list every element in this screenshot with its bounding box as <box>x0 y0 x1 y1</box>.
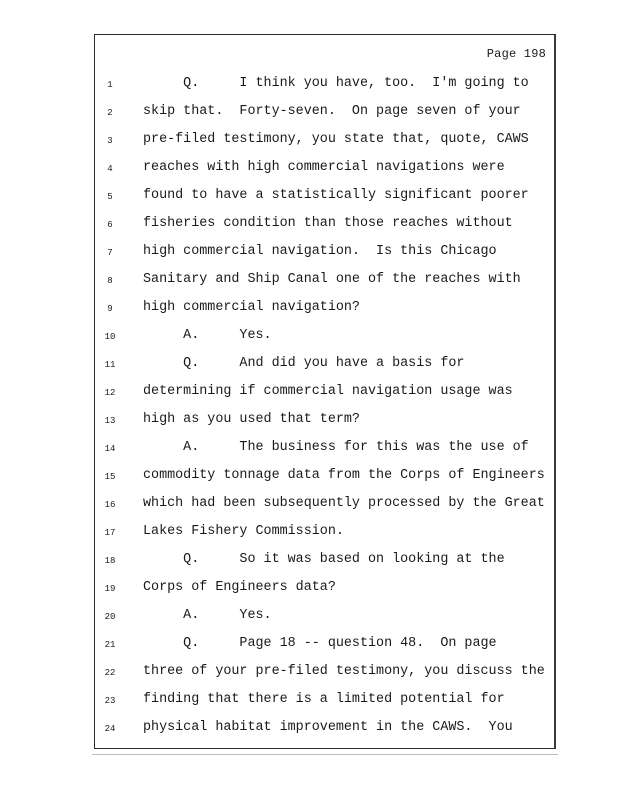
transcript-line <box>95 327 555 347</box>
transcript-line <box>95 495 555 515</box>
transcript-line <box>95 299 555 319</box>
line-text: Q. Page 18 -- question 48. On page <box>143 636 497 651</box>
line-number: 15 <box>104 472 116 482</box>
line-text: Corps of Engineers data? <box>143 580 336 595</box>
line-number: 12 <box>104 388 116 398</box>
line-number: 3 <box>107 136 113 146</box>
line-number: 7 <box>107 248 113 258</box>
line-text: A. Yes. <box>143 328 272 343</box>
transcript-line <box>95 383 555 403</box>
transcript-line <box>95 467 555 487</box>
line-number: 8 <box>107 276 113 286</box>
line-number: 21 <box>104 640 116 650</box>
line-text: high commercial navigation? <box>143 300 360 315</box>
transcript-line <box>95 663 555 683</box>
transcript-line <box>95 719 555 739</box>
transcript-line <box>95 411 555 431</box>
transcript-line <box>95 439 555 459</box>
line-text: commodity tonnage data from the Corps of Engineers <box>143 468 545 483</box>
line-number: 2 <box>107 108 113 118</box>
line-text: Q. And did you have a basis for <box>143 356 465 371</box>
line-text: physical habitat improvement in the CAWS. You <box>143 720 513 735</box>
line-number: 6 <box>107 220 113 230</box>
line-text: Lakes Fishery Commission. <box>143 524 344 539</box>
transcript-line <box>95 635 555 655</box>
line-number: 9 <box>107 304 113 314</box>
line-number: 17 <box>104 528 116 538</box>
line-text: skip that. Forty-seven. On page seven of your <box>143 104 521 119</box>
line-text: finding that there is a limited potential for <box>143 692 505 707</box>
line-text: three of your pre-filed testimony, you discuss the <box>143 664 545 679</box>
line-text: A. Yes. <box>143 608 272 623</box>
page-number: Page 198 <box>486 47 546 61</box>
transcript-line <box>95 243 555 263</box>
line-text: pre-filed testimony, you state that, quote, CAWS <box>143 132 529 147</box>
transcript-line <box>95 131 555 151</box>
line-text: fisheries condition than those reaches without <box>143 216 513 231</box>
line-number: 23 <box>104 696 116 706</box>
transcript-line <box>95 187 555 207</box>
line-text: found to have a statistically significant poorer <box>143 188 529 203</box>
transcript-line <box>95 691 555 711</box>
line-text: Q. I think you have, too. I'm going to <box>143 76 529 91</box>
line-text: high commercial navigation. Is this Chicago <box>143 244 497 259</box>
line-number: 10 <box>104 332 116 342</box>
line-text: which had been subsequently processed by the Great <box>143 496 545 511</box>
line-number: 24 <box>104 724 116 734</box>
line-text: A. The business for this was the use of <box>143 440 529 455</box>
transcript-line <box>95 75 555 95</box>
line-number: 4 <box>107 164 113 174</box>
line-number: 19 <box>104 584 116 594</box>
line-number: 13 <box>104 416 116 426</box>
transcript-line <box>95 523 555 543</box>
line-text: Q. So it was based on looking at the <box>143 552 505 567</box>
transcript-line <box>95 103 555 123</box>
transcript-line <box>95 607 555 627</box>
line-number: 18 <box>104 556 116 566</box>
line-number: 14 <box>104 444 116 454</box>
line-number: 22 <box>104 668 116 678</box>
transcript-line <box>95 271 555 291</box>
transcript-line <box>95 551 555 571</box>
line-text: determining if commercial navigation usage was <box>143 384 513 399</box>
transcript-page <box>94 34 556 749</box>
transcript-line <box>95 355 555 375</box>
transcript-line <box>95 215 555 235</box>
line-number: 20 <box>104 612 116 622</box>
line-text: high as you used that term? <box>143 412 360 427</box>
line-text: Sanitary and Ship Canal one of the reaches with <box>143 272 521 287</box>
transcript-line <box>95 579 555 599</box>
line-text: reaches with high commercial navigations were <box>143 160 505 175</box>
line-number: 1 <box>107 80 113 90</box>
line-number: 11 <box>104 360 116 370</box>
line-number: 16 <box>104 500 116 510</box>
transcript-line <box>95 159 555 179</box>
line-number: 5 <box>107 192 113 202</box>
scan-bottom-edge <box>92 754 558 755</box>
